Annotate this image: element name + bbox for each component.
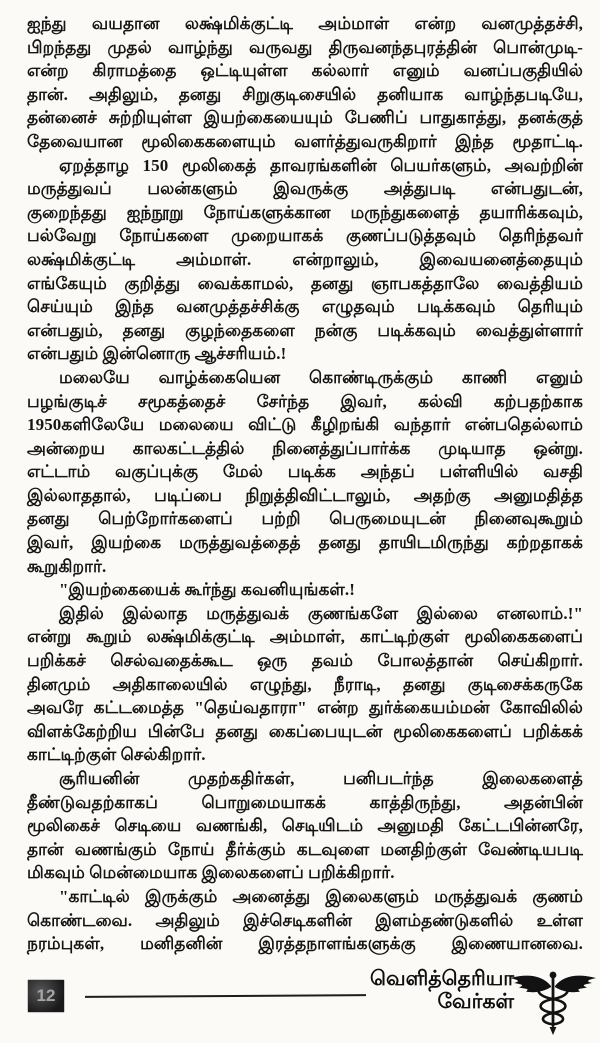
text-line: பறிக்கச் செல்வதைக்கூட ஒரு தவம் போலத்தான் செய்கிறார். (27, 651, 583, 671)
text-line: 1950களிலேயே மலையை விட்டு கீழிறங்கி வந்தார் என்பதெல்லாம் (27, 415, 583, 435)
text-line: அவரே கட்டமைத்த "தெய்வதாரா" என்ற துர்க்கையம்மன் கோவிலில் (27, 698, 583, 718)
text-line: தான் வணங்கும் நோய் தீர்க்கும் கடவுளை மனதிற்குள் வேண்டியபடி (27, 839, 583, 859)
page-footer (0, 966, 600, 1043)
text-line: தனது பெற்றோர்களைப் பற்றி பெருமையுடன் நினைவுகூறும் (27, 509, 583, 529)
caduceus-icon (509, 969, 597, 1035)
text-line: இல்லாததால், படிப்பை நிறுத்திவிட்டாலும், அதற்கு அனுமதித்த (27, 485, 583, 505)
page-number: 12 (36, 986, 56, 1005)
text-line: லக்ஷ்மிக்குட்டி அம்மாள். என்றாலும், இவையனைத்தையும் (27, 249, 583, 269)
text-line: ஐந்து வயதான லக்ஷ்மிக்குட்டி அம்மாள் என்ற வனமுத்தச்சி, (27, 14, 583, 33)
text-line: இவர், இயற்கை மருத்துவத்தைத் தனது தாயிடமிருந்து கற்றதாகக் (27, 533, 583, 553)
text-line: பல்வேறு நோய்களை முறையாகக் குணப்படுத்தவும் தெரிந்தவர் (27, 226, 583, 246)
text-line: "இயற்கையைக் கூர்ந்து கவனியுங்கள்.! (59, 580, 355, 600)
text-line: நரம்புகள், மனிதனின் இரத்தநாளங்களுக்கு இணையானவை. (27, 934, 583, 954)
text-line: என்று கூறும் லக்ஷ்மிக்குட்டி அம்மாள், காட்டிற்குள் மூலிகைகளைப் (27, 627, 583, 647)
text-line: ஏறத்தாழ 150 மூலிகைத் தாவரங்களின் பெயர்களும், அவற்றின் (59, 155, 583, 175)
text-line: விளக்கேற்றிய பின்பே தனது கைப்பையுடன் மூலிகைகளைப் பறிக்கக் (27, 721, 583, 741)
text-line: பிறந்தது முதல் வாழ்ந்து வருவது திருவனந்தபுரத்தின் பொன்முடி- (27, 37, 583, 57)
book-title (370, 968, 514, 1014)
book-title-line2: வேர்கள் (437, 991, 514, 1013)
text-line: தன்னைச் சுற்றியுள்ள இயற்கையையும் பேணிப் பாதுகாத்து, தனக்குத் (27, 108, 583, 128)
text-line: தினமும் அதிகாலையில் எழுந்து, நீராடி, தனது குடிசைக்கருகே (27, 674, 583, 694)
text-line: பழங்குடிச் சமூகத்தைச் சேர்ந்த இவர், கல்வி கற்பதற்காக (27, 391, 583, 411)
text-line: இதில் இல்லாத மருத்துவக் குணங்களே இல்லை எனலாம்.!" (59, 603, 583, 623)
text-line: காட்டிற்குள் செல்கிறார். (27, 745, 206, 765)
text-line: என்பதும் இன்னொரு ஆச்சரியம்.! (27, 344, 287, 364)
text-line: செய்யும் இந்த வனமுத்தச்சிக்கு எழுதவும் படிக்கவும் தெரியும் (27, 297, 583, 317)
text-line: சூரியனின் முதற்கதிர்கள், பனிபடர்ந்த இலைகளைத் (59, 769, 583, 788)
text-line: மலையே வாழ்க்கையென கொண்டிருக்கும் காணி எனும் (59, 367, 583, 387)
book-title-line1: வெளித்தெரியா (370, 968, 514, 990)
text-line: எட்டாம் வகுப்புக்கு மேல் படிக்க அந்தப் பள்ளியில் வசதி (27, 462, 583, 482)
text-line: தேவையான மூலிகைகளையும் வளர்த்துவருகிறார் இந்த மூதாட்டி. (27, 131, 583, 151)
body-text (27, 12, 583, 956)
text-line: மூலிகைச் செடியை வணங்கி, செடியிடம் அனுமதி கேட்டபின்னரே, (27, 816, 583, 836)
text-line: கொண்டவை. அதிலும் இச்செடிகளின் இளம்தண்டுகளில் உள்ள (27, 910, 583, 930)
text-line: "காட்டில் இருக்கும் அனைத்து இலைகளும் மருத்துவக் குணம் (59, 886, 583, 906)
text-line: மிகவும் மென்மையாக இலைகளைப் பறிக்கிறார். (27, 863, 395, 883)
text-line: கூறுகிறார். (27, 556, 107, 576)
footer-divider (85, 994, 366, 998)
text-line: என்பதும், தனது குழந்தைகளை நன்கு படிக்கவும் வைத்துள்ளார் (27, 320, 583, 340)
text-line: மருத்துவப் பலன்களும் இவருக்கு அத்துபடி என்பதுடன், (27, 179, 583, 199)
text-line: தீண்டுவதற்காகப் பொறுமையாகக் காத்திருந்து, அதன்பின் (27, 792, 583, 812)
page-number-badge (28, 980, 64, 1012)
text-line: எங்கேயும் குறித்து வைக்காமல், தனது ஞாபகத்தாலே வைத்தியம் (27, 273, 583, 293)
text-line: என்ற கிராமத்தை ஒட்டியுள்ள கல்லார் எனும் வனப்பகுதியில் (27, 61, 583, 81)
text-line: குறைந்தது ஐந்நூறு நோய்களுக்கான மருந்துகளைத் தயாரிக்கவும், (27, 202, 583, 222)
text-line: தான். அதிலும், தனது சிறுகுடிசையில் தனியாக வாழ்ந்தபடியே, (27, 84, 583, 104)
text-line: அன்றைய காலகட்டத்தில் நினைத்துப்பார்க்க முடியாத ஒன்று. (27, 438, 583, 458)
